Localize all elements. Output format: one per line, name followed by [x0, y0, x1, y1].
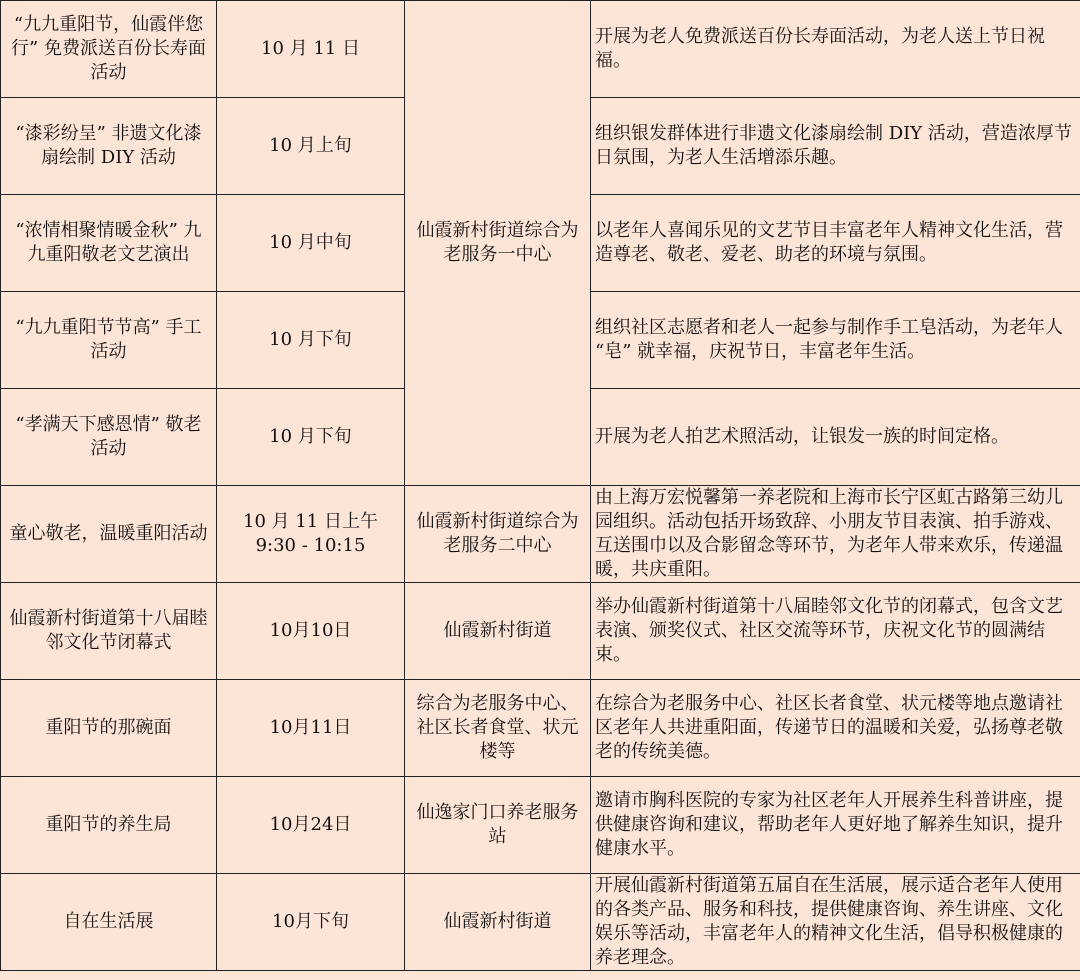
activity-place-cell: 仙霞新村街道	[405, 583, 591, 680]
activity-desc-cell: 由上海万宏悦馨第一养老院和上海市长宁区虹古路第三幼儿园组织。活动包括开场致辞、小朋友节目表演、拍手游戏、互送围巾以及合影留念等环节，为老年人带来欢乐，传递温暖，共庆重阳。	[591, 486, 1080, 583]
activity-desc-cell: 在综合为老服务中心、社区长者食堂、状元楼等地点邀请社区老年人共进重阳面，传递节日的温暖和关爱，弘扬尊老敬老的传统美德。	[591, 680, 1080, 777]
activity-name-cell: 童心敬老，温暖重阳活动	[1, 486, 217, 583]
activity-time-cell: 10月下旬	[217, 874, 405, 971]
activity-time-cell: 10 月下旬	[217, 389, 405, 486]
activity-name-cell: 重阳节的养生局	[1, 777, 217, 874]
activity-desc-cell: 组织银发群体进行非遗文化漆扇绘制 DIY 活动，营造浓厚节日氛围，为老人生活增添乐趣。	[591, 98, 1080, 195]
activity-time-cell: 10 月 11 日上午 9:30 - 10:15	[217, 486, 405, 583]
activity-time-cell: 10月11日	[217, 680, 405, 777]
activity-time-cell: 10 月下旬	[217, 292, 405, 389]
activity-place-cell: 综合为老服务中心、社区长者食堂、状元楼等	[405, 680, 591, 777]
activity-place-cell: 仙逸家门口养老服务站	[405, 777, 591, 874]
table-row	[1, 777, 1080, 874]
activity-time-cell: 10 月上旬	[217, 98, 405, 195]
table-row	[1, 874, 1080, 971]
activity-desc-cell: 举办仙霞新村街道第十八届睦邻文化节的闭幕式，包含文艺表演、颁奖仪式、社区交流等环节，庆祝文化节的圆满结束。	[591, 583, 1080, 680]
activity-name-cell: 重阳节的那碗面	[1, 680, 217, 777]
table-row	[1, 1, 1080, 98]
activity-name-cell: “漆彩纷呈” 非遗文化漆扇绘制 DIY 活动	[1, 98, 217, 195]
activity-name-cell: “浓情相聚情暖金秋” 九九重阳敬老文艺演出	[1, 195, 217, 292]
table-row	[1, 680, 1080, 777]
activity-name-cell: 自在生活展	[1, 874, 217, 971]
activity-name-cell: “九九重阳节节高” 手工活动	[1, 292, 217, 389]
table-row	[1, 486, 1080, 583]
activity-desc-cell: 开展为老人拍艺术照活动，让银发一族的时间定格。	[591, 389, 1080, 486]
activity-place-cell: 仙霞新村街道	[405, 874, 591, 971]
table-row	[1, 583, 1080, 680]
activity-time-cell: 10月10日	[217, 583, 405, 680]
activity-desc-cell: 组织社区志愿者和老人一起参与制作手工皂活动，为老年人 “皂” 就幸福，庆祝节日，丰富老年生活。	[591, 292, 1080, 389]
activity-name-cell: “孝满天下感恩情” 敬老活动	[1, 389, 217, 486]
activity-desc-cell: 以老年人喜闻乐见的文艺节目丰富老年人精神文化生活，营造尊老、敬老、爱老、助老的环境与氛围。	[591, 195, 1080, 292]
activity-place-cell: 仙霞新村街道综合为老服务二中心	[405, 486, 591, 583]
activity-name-cell: “九九重阳节，仙霞伴您行” 免费派送百份长寿面活动	[1, 1, 217, 98]
activity-name-cell: 仙霞新村街道第十八届睦邻文化节闭幕式	[1, 583, 217, 680]
activity-desc-cell: 开展仙霞新村街道第五届自在生活展，展示适合老年人使用的各类产品、服务和科技，提供健康咨询、养生讲座、文化娱乐等活动，丰富老年人的精神文化生活，倡导积极健康的养老理念。	[591, 874, 1080, 971]
activity-time-cell: 10 月 11 日	[217, 1, 405, 98]
activity-place-cell: 仙霞新村街道综合为老服务一中心	[405, 1, 591, 486]
activity-desc-cell: 邀请市胸科医院的专家为社区老年人开展养生科普讲座，提供健康咨询和建议，帮助老年人更好地了解养生知识，提升健康水平。	[591, 777, 1080, 874]
activity-time-cell: 10 月中旬	[217, 195, 405, 292]
activity-desc-cell: 开展为老人免费派送百份长寿面活动，为老人送上节日祝福。	[591, 1, 1080, 98]
activity-time-cell: 10月24日	[217, 777, 405, 874]
